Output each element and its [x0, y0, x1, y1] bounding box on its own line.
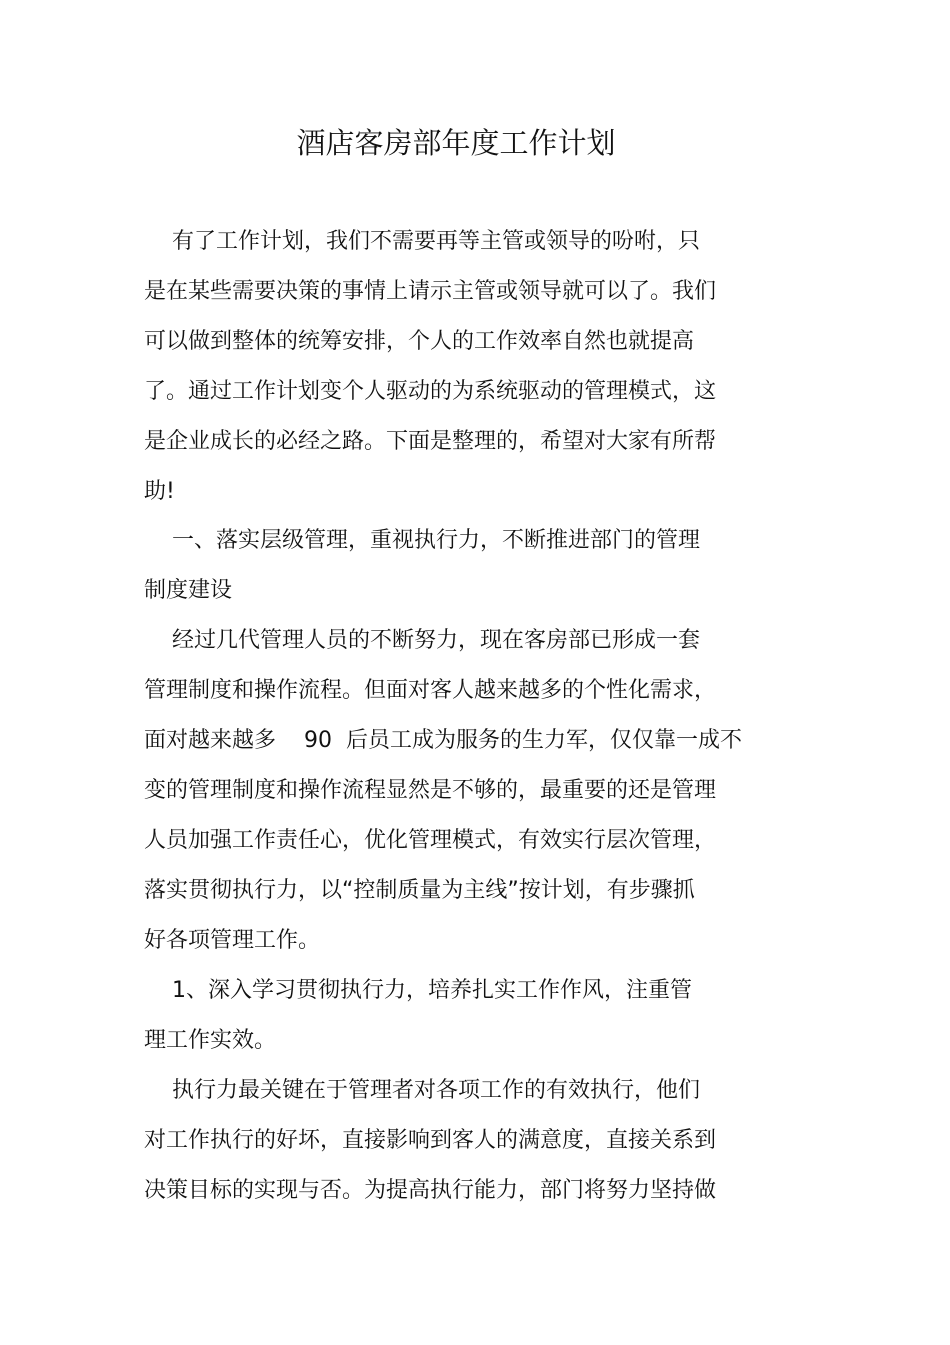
body-line-7: 经过几代管理人员的不断努力，现在客房部已形成一套	[144, 628, 700, 653]
body-line-14: 执行力最关键在于管理者对各项工作的有效执行，他们	[144, 1078, 700, 1103]
subheading-line-2: 理工作实效。	[144, 1028, 277, 1053]
body-line-16: 决策目标的实现与否。为提高执行能力，部门将努力坚持做	[144, 1178, 717, 1203]
body-line-4: 了。通过工作计划变个人驱动的为系统驱动的管理模式，这	[144, 379, 717, 404]
body-line-1: 有了工作计划，我们不需要再等主管或领导的吩咐，只	[144, 229, 700, 254]
body-line-15: 对工作执行的好坏，直接影响到客人的满意度，直接关系到	[144, 1128, 717, 1153]
body-line-8: 管理制度和操作流程。但面对客人越来越多的个性化需求，	[144, 678, 717, 703]
body-line-13: 好各项管理工作。	[144, 928, 321, 953]
body-line-5: 是企业成长的必经之路。下面是整理的，希望对大家有所帮	[144, 429, 717, 454]
section-heading-line-1: 一、落实层级管理，重视执行力，不断推进部门的管理	[144, 528, 700, 553]
body-line-12: 落实贯彻执行力，以“控制质量为主线”按计划，有步骤抓	[144, 878, 695, 903]
body-line-2: 是在某些需要决策的事情上请示主管或领导就可以了。我们	[144, 279, 717, 304]
document-title: 酒店客房部年度工作计划	[296, 126, 616, 160]
body-line-11: 人员加强工作责任心，优化管理模式，有效实行层次管理，	[144, 828, 717, 853]
body-line-10: 变的管理制度和操作流程显然是不够的，最重要的还是管理	[144, 778, 717, 803]
section-heading-line-2: 制度建设	[144, 578, 233, 603]
body-line-6: 助!	[144, 479, 175, 504]
body-line-9: 面对越来越多 90 后员工成为服务的生力军，仅仅靠一成不	[144, 728, 742, 753]
subheading-line-1: 1、深入学习贯彻执行力，培养扎实工作作风，注重管	[144, 978, 692, 1003]
body-line-3: 可以做到整体的统筹安排，个人的工作效率自然也就提高	[144, 329, 695, 354]
